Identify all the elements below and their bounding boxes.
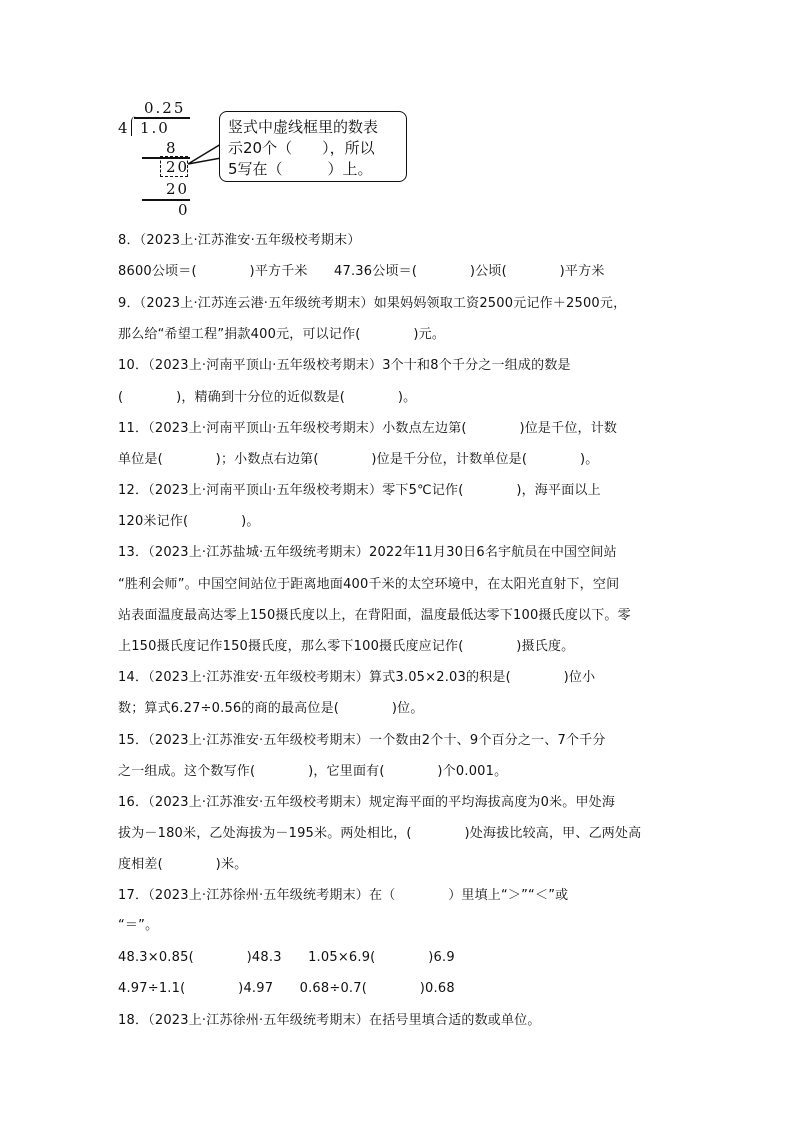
division-step1: 8 [166,139,178,157]
division-quotient: 0.25 [144,99,186,117]
question-line: “＝”。 [118,918,159,933]
question-line: 12．（2023上·河南平顶山·五年级校考期末）零下5℃记作( )，海平面以上 [118,483,601,498]
question-line: 数；算式6.27÷0.56的商的最高位是( )位。 [118,701,424,716]
callout-pointer [188,136,222,170]
question-line: 14．（2023上·江苏淮安·五年级校考期末）算式3.05×2.03的积是( )位小 [118,670,596,685]
question-line: 9．（2023上·江苏连云港·五年级统考期末）如果妈妈领取工资2500元记作＋2500元， [118,296,627,311]
question-line: 8600公顷＝( )平方千米 47.36公顷＝( )公顷( )平方米 [118,264,605,279]
division-dividend: 1.0 [140,119,170,137]
question-line: 单位是( )；小数点右边第( )位是千分位，计数单位是( )。 [118,452,599,467]
question-line: 18．（2023上·江苏徐州·五年级统考期末）在括号里填合适的数或单位。 [118,1013,541,1028]
question-line: 那么给“希望工程”捐款400元，可以记作( )元。 [118,327,446,342]
question-line: ( )，精确到十分位的近似数是( )。 [118,390,417,405]
division-remainder: 0 [178,201,190,219]
division-divisor: 4 [118,119,130,137]
question-line: 8．（2023上·江苏淮安·五年级校考期末） [118,233,361,248]
question-line: 16．（2023上·江苏淮安·五年级校考期末）规定海平面的平均海拔高度为0米。甲处海 [118,795,616,810]
division-step3: 20 [166,180,190,198]
question-line: 拔为－180米，乙处海拔为－195米。两处相比，( )处海拔比较高，甲、乙两处高 [118,826,642,841]
division-bracket [131,116,136,136]
callout-box [219,111,407,182]
question-line: 站表面温度最高达零上150摄氏度以上，在背阳面，温度最低达零下100摄氏度以下。零 [118,608,631,623]
question-line: 48.3×0.85( )48.3 1.05×6.9( )6.9 [118,950,455,965]
question-line: 度相差( )米。 [118,857,248,872]
callout-line-2: 示20个（ ），所以 [228,139,375,157]
question-line: 上150摄氏度记作150摄氏度，那么零下100摄氏度应记作( )摄氏度。 [118,639,575,654]
callout-line-1: 竖式中虚线框里的数表 [228,118,379,136]
callout-line-3: 5写在（ ）上。 [228,160,373,178]
question-line: “胜利会师”。中国空间站位于距离地面400千米的太空环境中，在太阳光直射下，空间 [118,577,620,592]
question-line: 17．（2023上·江苏徐州·五年级统考期末）在（ ）里填上“＞”“＜”或 [118,888,569,903]
question-line: 15．（2023上·江苏淮安·五年级校考期末）一个数由2个十、9个百分之一、7个千分 [118,733,606,748]
question-line: 11．（2023上·河南平顶山·五年级校考期末）小数点左边第( )位是千位，计数 [118,421,618,436]
long-division-figure [118,100,418,220]
division-step2: 20 [166,158,190,176]
question-line: 10．（2023上·河南平顶山·五年级校考期末）3个十和8个千分之一组成的数是 [118,358,571,373]
question-line: 13．（2023上·江苏盐城·五年级统考期末）2022年11月30日6名宇航员在中国空间站 [118,545,617,560]
question-line: 之一组成。这个数写作( )，它里面有( )个0.001。 [118,764,508,779]
question-line: 120米记作( )。 [118,514,260,529]
question-line: 4.97÷1.1( )4.97 0.68÷0.7( )0.68 [118,981,455,996]
